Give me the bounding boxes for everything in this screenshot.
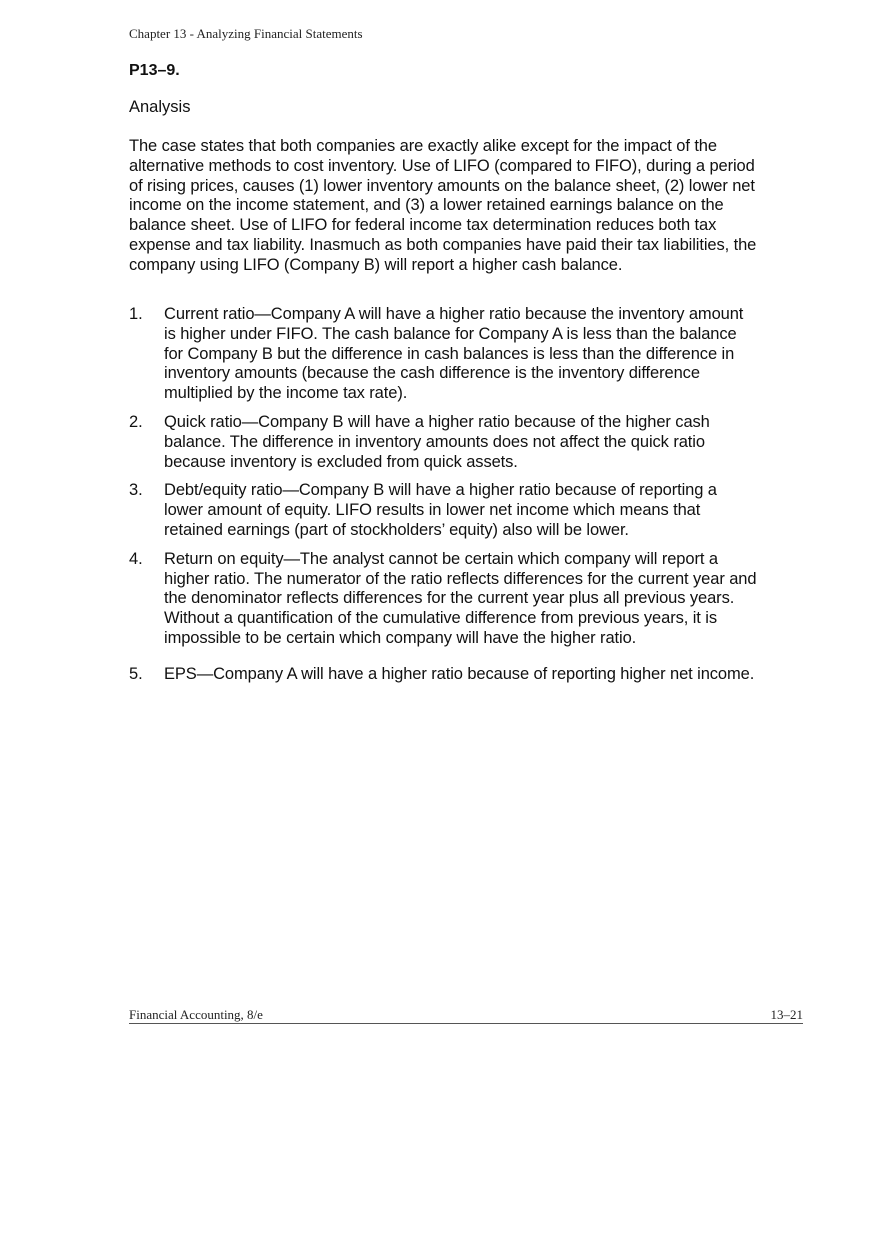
item-text: Return on equity—The analyst cannot be certain which company will report a higher ratio. The numerator of the ratio reflects differences for the current year and the denominator reflects differences for the current year plus all previous years. Without a quantification of the cumulative difference from previous years, it is impossible to be certain which company will have the higher ratio.	[164, 549, 757, 647]
footer-book-title: Financial Accounting, 8/e	[129, 1007, 263, 1022]
item-number: 4.	[129, 549, 143, 568]
answer-item-current-ratio	[129, 305, 759, 404]
item-number: 5.	[129, 664, 143, 683]
item-text: Quick ratio—Company B will have a higher ratio because of the higher cash balance. The difference in inventory amounts does not affect the quick ratio because inventory is excluded from quick assets.	[164, 412, 710, 471]
item-text: Current ratio—Company A will have a higher ratio because the inventory amount is higher under FIFO. The cash balance for Company A is less than the balance for Company B but the difference in cash balances is less than the difference in inventory amounts (because the cash difference is the inventory difference multiplied by the income tax rate).	[164, 305, 744, 403]
intro-paragraph: The case states that both companies are exactly alike except for the impact of the alternative methods to cost inventory. Use of LIFO (compared to FIFO), during a period of rising prices, causes (1) lower inventory amounts on the balance sheet, (2) lower net income on the income statement, and (3) a lower retained earnings balance on the balance sheet. Use of LIFO for federal income tax determination reduces both tax expense and tax liability. Inasmuch as both companies have paid their tax liabilities, the company using LIFO (Company B) will report a higher cash balance.	[129, 137, 757, 274]
answer-item-return-on-equity	[129, 550, 759, 649]
answer-item-debt-equity-ratio	[129, 481, 759, 540]
item-number: 1.	[129, 305, 143, 323]
item-number: 2.	[129, 412, 143, 431]
answer-list	[129, 305, 759, 694]
answer-item-quick-ratio	[129, 413, 759, 472]
item-text: Debt/equity ratio—Company B will have a higher ratio because of reporting a lower amount of equity. LIFO results in lower net income which means that retained earnings (part of stockholders’ equity) also will be lower.	[164, 481, 717, 539]
problem-id: P13–9.	[129, 62, 180, 79]
footer-page-number: 13–21	[770, 1007, 803, 1022]
running-header: Chapter 13 - Analyzing Financial Statements	[129, 26, 363, 41]
page-footer	[129, 1007, 803, 1024]
item-number: 3.	[129, 481, 143, 500]
answer-item-eps	[129, 665, 759, 685]
item-text: EPS—Company A will have a higher ratio because of reporting higher net income.	[164, 664, 755, 683]
section-heading: Analysis	[129, 98, 191, 116]
